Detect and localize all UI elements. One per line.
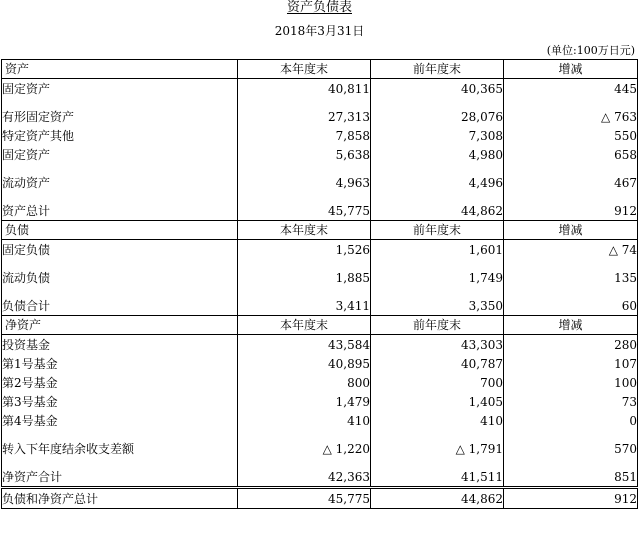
net-assets-section-label: 净资产 [2,316,238,335]
table-row: 有形固定资产 27,313 28,076 △ 763 [2,107,638,126]
table-row: 投资基金 43,584 43,303 280 [2,335,638,355]
table-row: 第4号基金 410 410 0 [2,411,638,430]
balance-sheet-table [1,59,638,509]
table-row: 固定资产 40,811 40,365 445 [2,79,638,99]
table-row: 固定负债 1,526 1,601 △ 74 [2,240,638,260]
col-current-header: 本年度末 [238,60,371,79]
liabilities-header-row: 负债 本年度末 前年度末 增减 [2,221,638,240]
report-date: 2018年3月31日 [274,24,365,38]
net-assets-total-row: 净资产合计 42,363 41,511 851 [2,467,638,488]
col-prior-header: 前年度末 [371,60,504,79]
table-row: 转入下年度结余收支差额 △ 1,220 △ 1,791 570 [2,439,638,458]
net-assets-header-row: 净资产 本年度末 前年度末 增减 [2,316,638,335]
table-row: 第3号基金 1,479 1,405 73 [2,392,638,411]
col-change-header: 增减 [504,60,638,79]
liabilities-section-label: 负债 [2,221,238,240]
table-row: 固定资产 5,638 4,980 658 [2,145,638,164]
unit-note: (单位:100万日元) [546,44,635,57]
table-row: 第1号基金 40,895 40,787 107 [2,354,638,373]
grand-total-row: 负债和净资产总计 45,775 44,862 912 [2,488,638,509]
table-row: 流动负债 1,885 1,749 135 [2,268,638,287]
assets-header-row [2,60,638,79]
table-row: 第2号基金 800 700 100 [2,373,638,392]
table-row: 特定资产其他 7,858 7,308 550 [2,126,638,145]
assets-section-label: 资产 [2,60,238,79]
assets-total-row: 资产总计 45,775 44,862 912 [2,201,638,221]
page-title: 资产负债表 [286,0,352,15]
liabilities-total-row: 负债合计 3,411 3,350 60 [2,296,638,316]
table-row: 流动资产 4,963 4,496 467 [2,173,638,192]
